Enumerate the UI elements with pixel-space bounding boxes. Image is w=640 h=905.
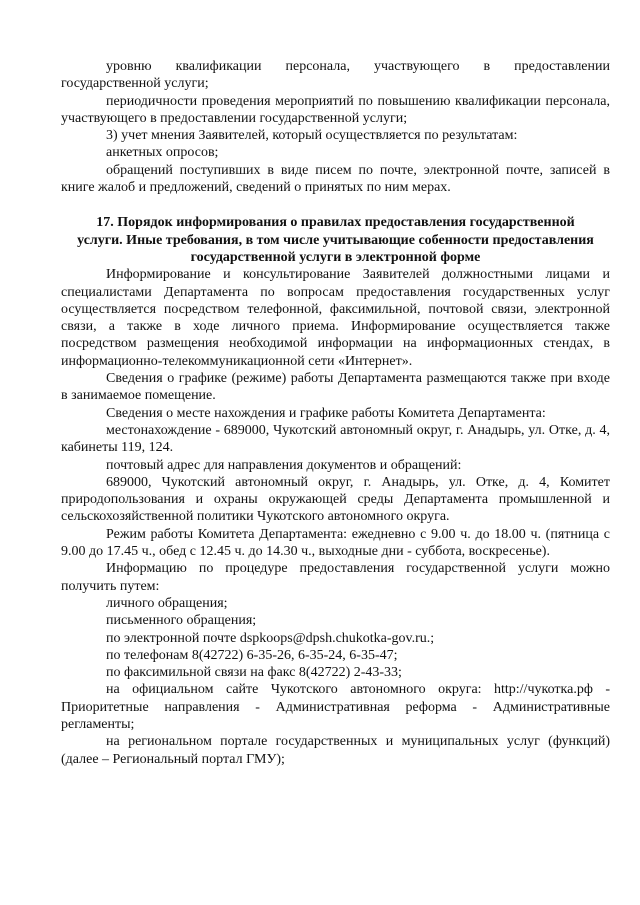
paragraph-applicant-opinion: 3) учет мнения Заявителей, который осуществляется по результатам: (106, 128, 518, 144)
paragraph-training-frequency: периодичности проведения мероприятий по повышению квалификации персонала, участвующего в предоставлении государственной услуги; (61, 93, 610, 126)
list-item-website: на официальном сайте Чукотского автономного округа: http://чукотка.рф - Приоритетные направления - Административная реформа - Административные регламенты; (61, 682, 610, 732)
list-item-personal: личного обращения; (106, 595, 228, 611)
paragraph-surveys: анкетных опросов; (106, 145, 219, 161)
list-item-written: письменного обращения; (106, 613, 257, 629)
list-item-phones: по телефонам 8(42722) 6-35-26, 6-35-24, 6-35-47; (106, 647, 398, 663)
paragraph-postal-intro: почтовый адрес для направления документов и обращений: (106, 457, 462, 473)
paragraph-staff-qualification: уровню квалификации персонала, участвующего в предоставлении государственной услуги; (61, 59, 610, 92)
section-heading-17: 17. Порядок информирования о правилах предоставления государственной услуги. Иные требования, в том числе учитывающие собенности предоставления государственной услуги в электронной форме (77, 215, 594, 265)
list-item-email: по электронной почте dspkoops@dpsh.chukotka-gov.ru.; (106, 630, 435, 646)
paragraph-info-ways-intro: Информацию по процедуре предоставления государственной услуги можно получить путем: (61, 561, 610, 594)
paragraph-location-intro: Сведения о месте нахождения и графике работы Комитета Департамента: (106, 405, 546, 421)
list-item-fax: по факсимильной связи на факс 8(42722) 2-43-33; (106, 665, 402, 681)
paragraph-complaints: обращений поступивших в виде писем по почте, электронной почте, записей в книге жалоб и предложений, сведений о принятых по ним мерах. (61, 162, 610, 196)
document-page (61, 58, 610, 768)
paragraph-schedule-info: Сведения о графике (режиме) работы Департамента размещаются также при входе в занимаемое помещение. (61, 371, 610, 404)
paragraph-informing: Информирование и консультирование Заявителей должностными лицами и специалистами Департамента по вопросам предоставления государственных услуг осуществляется посредством телефонной, факсимильной, почтовой связи, электронной связи, а также в ходе личного приема. Информирование осуществляется также посредством размещения необходимой информации на информационных стендах, в информационно-телекоммуникационной сети «Интернет». (61, 267, 610, 369)
paragraph-location: местонахождение - 689000, Чукотский автономный округ, г. Анадырь, ул. Отке, д. 4, кабинеты 119, 124. (61, 422, 610, 456)
paragraph-working-hours: Режим работы Комитета Департамента: ежедневно с 9.00 ч. до 18.00 ч. (пятница с 9.00 до 17.45 ч., обед с 12.45 ч. до 14.30 ч., выходные дни - суббота, воскресенье). (61, 526, 610, 560)
list-item-regional-portal: на региональном портале государственных и муниципальных услуг (функций) (далее – Региональный портал ГМУ); (61, 734, 610, 767)
paragraph-postal-address: 689000, Чукотский автономный округ, г. Анадырь, ул. Отке, д. 4, Комитет природопользования и охраны окружающей среды Департамента промышленной и сельскохозяйственной политики Чукотского автономного округа. (61, 474, 610, 525)
